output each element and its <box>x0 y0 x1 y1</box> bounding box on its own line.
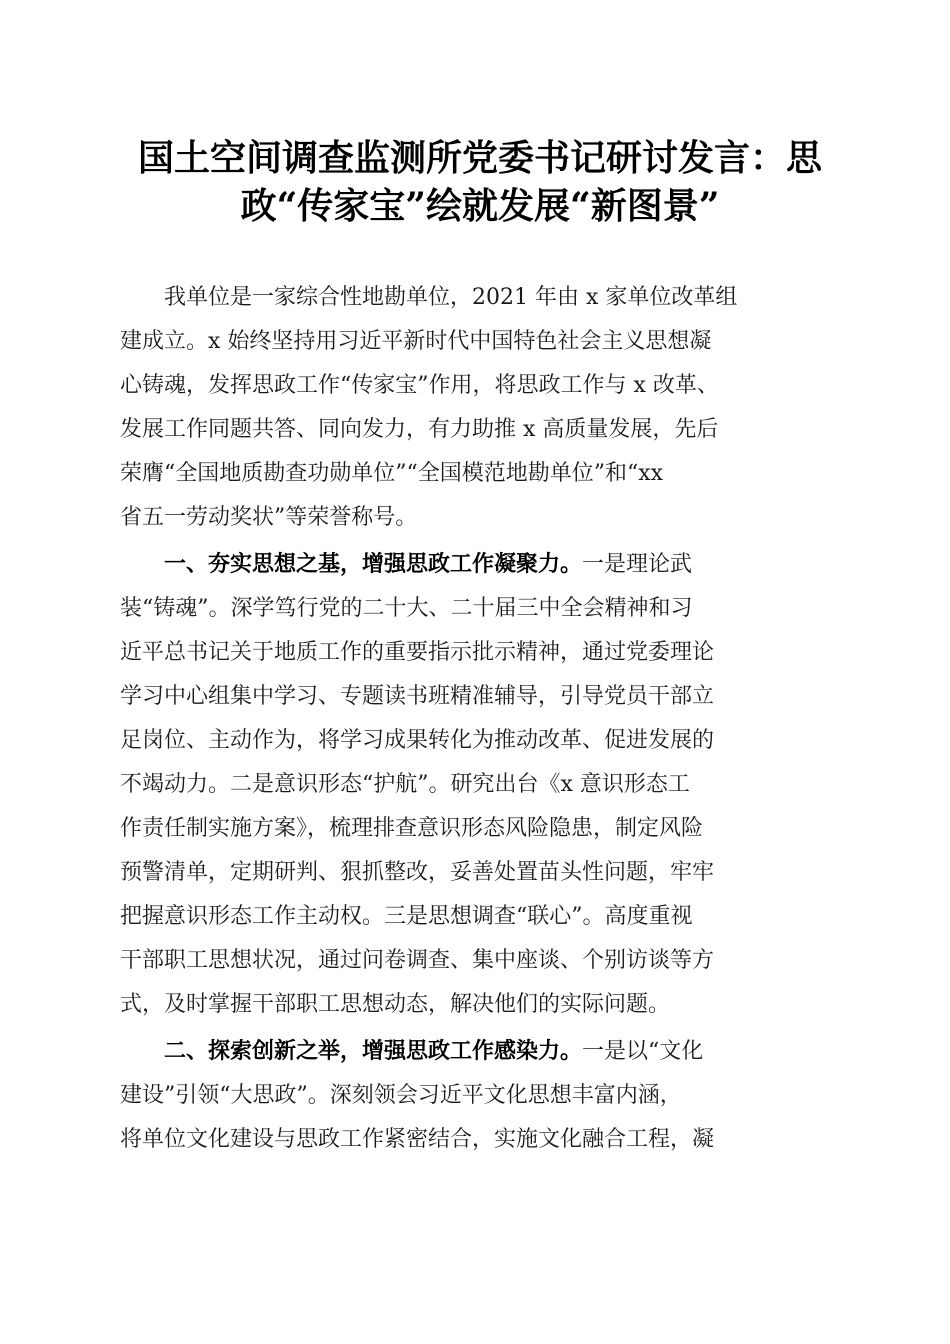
section-two-lead: 一是以“文化 <box>582 1039 704 1064</box>
text-line: 作责任制实施方案》，梳理排查意识形态风险隐患，制定风险 <box>120 816 704 841</box>
intro-paragraph <box>120 276 822 540</box>
text-line: 荣膺“全国地质勘查功勋单位”“全国模范地勘单位”和“xx <box>120 461 664 486</box>
text-line: 学习中心组集中学习、专题读书班精准辅导，引导党员干部立 <box>120 684 715 709</box>
text-line <box>120 543 822 587</box>
text-line: 式，及时掌握干部职工思想动态，解决他们的实际问题。 <box>120 992 671 1017</box>
text-line: 足岗位、主动作为，将学习成果转化为推动改革、促进发展的 <box>120 728 715 753</box>
title-line-1: 国土空间调查监测所党委书记研讨发言：思 <box>137 137 822 179</box>
text-line: 不竭动力。二是意识形态“护航”。研究出台《x 意识形态工 <box>120 772 690 797</box>
text-line: 我单位是一家综合性地勘单位，2021 年由 x 家单位改革组 <box>164 285 738 310</box>
text-line <box>120 1030 822 1074</box>
text-line: 装“铸魂”。深学笃行党的二十大、二十届三中全会精神和习 <box>120 596 693 621</box>
text-line: 建设”引领“大思政”。深刻领会习近平文化思想丰富内涵， <box>120 1083 682 1108</box>
section-one-lead: 一是理论武 <box>582 552 693 577</box>
document-title <box>110 134 850 230</box>
text-line: 建成立。x 始终坚持用习近平新时代中国特色社会主义思想凝 <box>120 329 712 354</box>
title-line-2: 政“传家宝”绘就发展“新图景” <box>240 185 720 227</box>
text-line: 省五一劳动奖状”等荣誉称号。 <box>120 505 418 530</box>
text-line: 发展工作同题共答、同向发力，有力助推 x 高质量发展，先后 <box>120 417 719 442</box>
section-two-heading: 二、探索创新之举，增强思政工作感染力。 <box>164 1039 583 1064</box>
section-one-heading: 一、夯实思想之基，增强思政工作凝聚力。 <box>164 552 583 577</box>
text-line: 将单位文化建设与思政工作紧密结合，实施文化融合工程，凝 <box>120 1127 715 1152</box>
text-line: 干部职工思想状况，通过问卷调查、集中座谈、个别访谈等方 <box>120 948 715 973</box>
text-line: 预警清单，定期研判、狠抓整改，妥善处置苗头性问题，牢牢 <box>120 860 715 885</box>
text-line: 近平总书记关于地质工作的重要指示批示精神，通过党委理论 <box>120 640 715 665</box>
document-body <box>120 276 822 1162</box>
section-one-paragraph <box>120 543 822 1027</box>
text-line: 把握意识形态工作主动权。三是思想调查“联心”。高度重视 <box>120 904 693 929</box>
section-two-paragraph <box>120 1030 822 1162</box>
text-line: 心铸魂，发挥思政工作“传家宝”作用，将思政工作与 x 改革、 <box>120 373 719 398</box>
